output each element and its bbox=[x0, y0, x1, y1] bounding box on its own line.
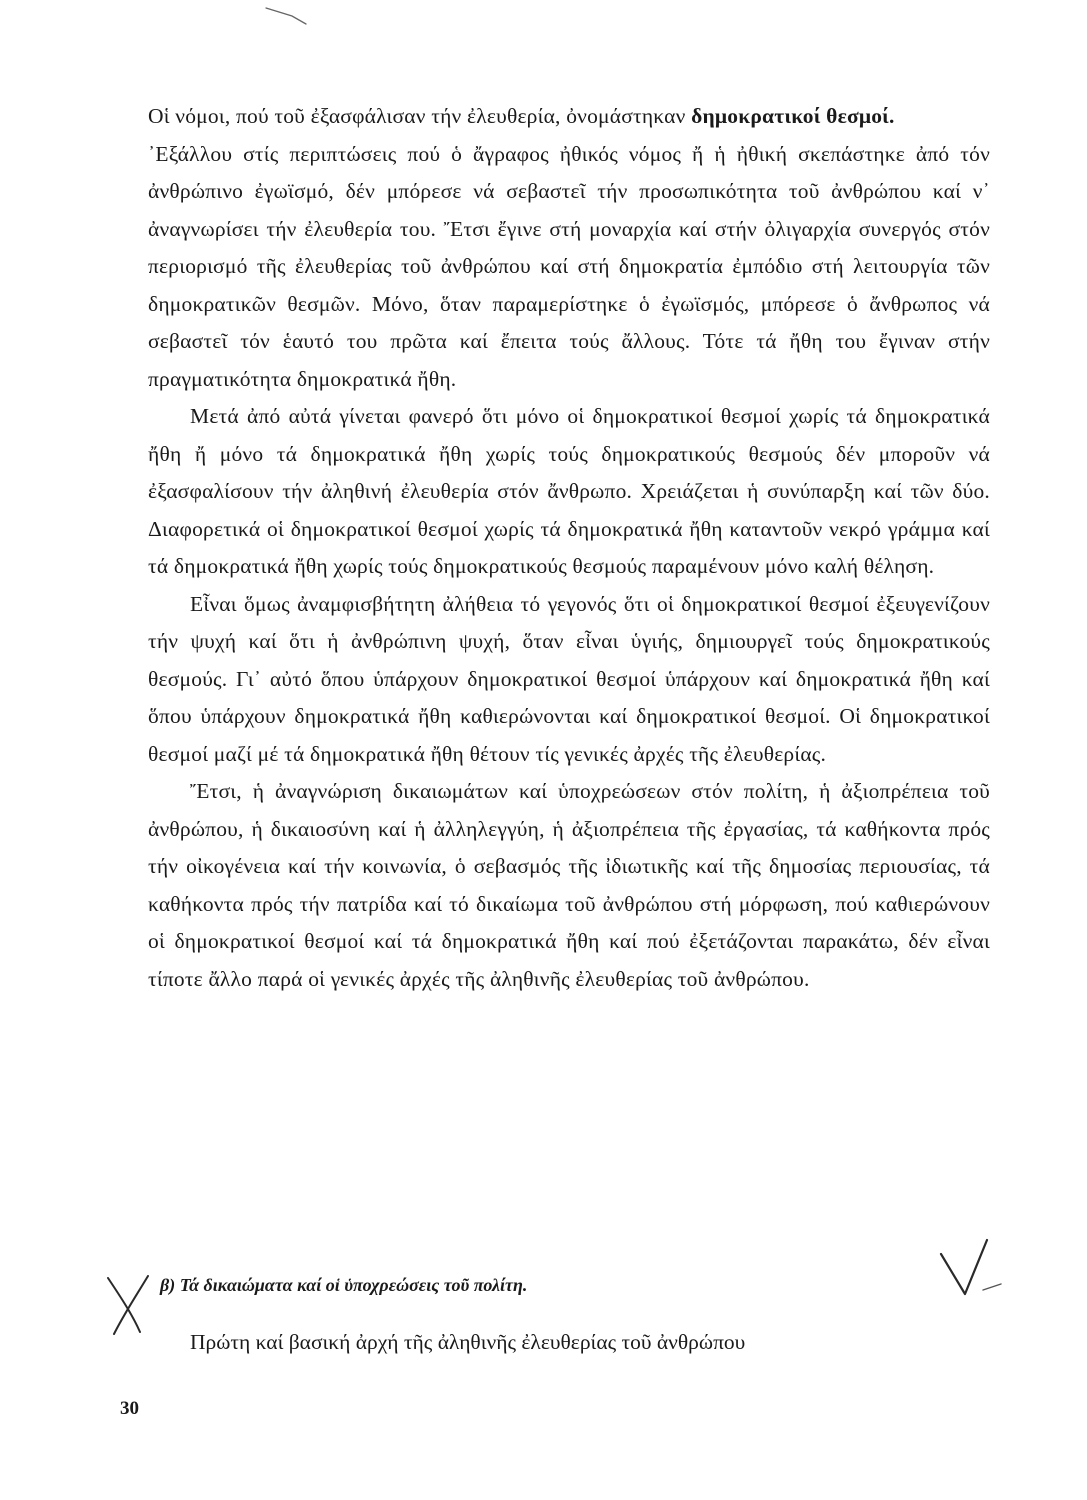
paragraph-1-bold-term: δημοκρατικοί θεσμοί. bbox=[691, 104, 895, 128]
page-number: 30 bbox=[120, 1398, 139, 1419]
paragraph-1 bbox=[148, 98, 990, 136]
paragraph-2: ᾿Εξάλλου στίς περιπτώσεις πού ὁ ἄγραφος ἠθικός νόμος ἤ ἡ ἠθική σκεπάστηκε ἀπό τόν ἀνθρώπινο ἐγωϊσμό, δέν μπόρεσε νά σεβαστεῖ τήν προσωπικότητα τοῦ ἀνθρώπου καί ν᾿ ἀναγνωρίσει τήν ἐλευθερία του. Ἔτσι ἔγινε στή μοναρχία καί στήν ὀλιγαρχία συνεργός στόν περιορισμό τῆς ἐλευθερίας τοῦ ἀνθρώπου καί στή δημοκρατία ἐμπόδιο στή λειτουργία τῶν δημοκρατικῶν θεσμῶν. Μόνο, ὅταν παραμερίστηκε ὁ ἐγωϊσμός, μπόρεσε ὁ ἄνθρωπος νά σεβαστεῖ τόν ἑαυτό του πρῶτα καί ἔπειτα τούς ἄλλους. Τότε τά ἤθη του ἔγιναν στήν πραγματικότητα δημοκρατικά ἤθη. bbox=[148, 141, 990, 391]
paragraph-4: Εἶναι ὅμως ἀναμφισβήτητη ἀλήθεια τό γεγονός ὅτι οἱ δημοκρατικοί θεσμοί ἐξευγενίζουν τήν ψυχή καί ὅτι ἡ ἀνθρώπινη ψυχή, ὅταν εἶναι ὑγιής, δημιουργεῖ τούς δημοκρατικούς θεσμούς. Γι᾿ αὐτό ὅπου ὑπάρχουν δημοκρατικοί θεσμοί ὑπάρχουν καί δημοκρατικά ἤθη καί ὅπου ὑπάρχουν δημοκρατικά ἤθη καθιερώνονται καί δημοκρατικοί θεσμοί. Οἱ δημοκρατικοί θεσμοί μαζί μέ τά δημοκρατικά ἤθη θέτουν τίς γενικές ἀρχές τῆς ἐλευθερίας. bbox=[148, 591, 990, 766]
paragraph-1-text: Οἱ νόμοι, πού τοῦ ἐξασφάλισαν τήν ἐλευθερία, ὀνομάστηκαν bbox=[148, 104, 692, 128]
paragraph-5: Ἔτσι, ἡ ἀναγνώριση δικαιωμάτων καί ὑποχρεώσεων στόν πολίτη, ἡ ἀξιοπρέπεια τοῦ ἀνθρώπου, ἡ δικαιοσύνη καί ἡ ἀλληλεγγύη, ἡ ἀξιοπρέπεια τῆς ἐργασίας, τά καθήκοντα πρός τήν οἰκογένεια καί τήν κοινωνία, ὁ σεβασμός τῆς ἰδιωτικῆς καί τῆς δημοσίας περιουσίας, τά καθήκοντα πρός τήν πατρίδα καί τό δικαίωμα τοῦ ἀνθρώπου στή μόρφωση, πού καθιερώνουν οἱ δημοκρατικοί θεσμοί καί τά δημοκρατικά ἤθη καί πού ἐξετάζονται παρακάτω, δέν εἶναι τίποτε ἄλλο παρά οἱ γενικές ἀρχές τῆς ἀληθινῆς ἐλευθερίας τοῦ ἀνθρώπου. bbox=[148, 779, 990, 991]
paragraph-3: Μετά ἀπό αὐτά γίνεται φανερό ὅτι μόνο οἱ δημοκρατικοί θεσμοί χωρίς τά δημοκρατικά ἤθη ἤ μόνο τά δημοκρατικά ἤθη χωρίς τούς δημοκρατικούς θεσμούς δέν μποροῦν νά ἐξασφαλίσουν τήν ἀληθινή ἐλευθερία στόν ἄνθρωπο. Χρειάζεται ἡ συνύπαρξη καί τῶν δύο. Διαφορετικά οἱ δημοκρατικοί θεσμοί χωρίς τά δημοκρατικά ἤθη καταντοῦν νεκρό γράμμα καί τά δημοκρατικά ἤθη χωρίς τούς δημοκρατικούς θεσμούς παραμένουν μόνο καλή θέληση. bbox=[148, 404, 990, 578]
handwritten-x-mark bbox=[100, 1268, 160, 1338]
top-pencil-scratch bbox=[262, 2, 322, 32]
handwritten-check-mark bbox=[935, 1232, 1005, 1302]
continuation-line: Πρώτη καί βασική ἀρχή τῆς ἀληθινῆς ἐλευθερίας τοῦ ἀνθρώπου bbox=[190, 1330, 746, 1354]
body-text bbox=[148, 98, 990, 998]
section-heading: β) Τά δικαιώματα καί οἱ ὑποχρεώσεις τοῦ πολίτη. bbox=[160, 1275, 528, 1295]
